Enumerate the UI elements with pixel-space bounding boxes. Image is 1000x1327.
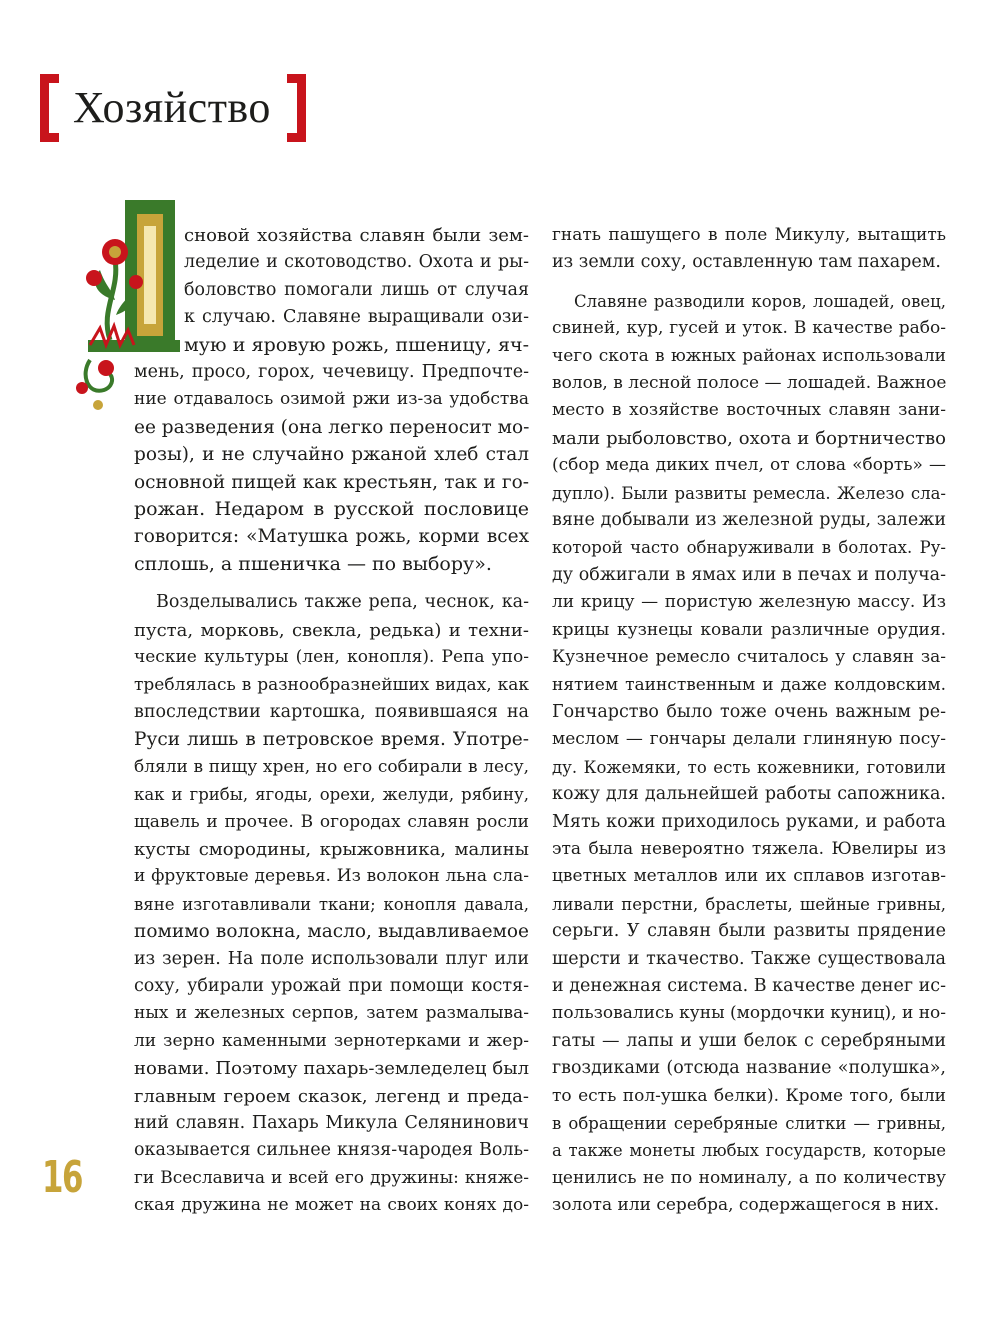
text-line: ее разведения (она легко переносит мо- bbox=[134, 416, 530, 438]
text-line: эта была невероятно тяжела. Ювелиры из bbox=[552, 838, 946, 859]
text-line: из зерен. На поле использовали плуг или bbox=[134, 948, 529, 969]
text-line: вяне добывали из железной руды, залежи bbox=[552, 510, 946, 531]
text-line: дупло). Были развиты ремесла. Железо сла- bbox=[552, 483, 946, 503]
text-line: нятием таинственным и даже колдовским. bbox=[552, 674, 946, 695]
section-heading bbox=[40, 78, 306, 138]
page-number: 16 bbox=[42, 1152, 83, 1203]
text-line: (сбор меда диких пчел, от слова «борть» — bbox=[552, 455, 946, 476]
text-line: вяне изготавливали ткани; конопля давала, bbox=[134, 894, 529, 914]
text-line: гнать пашущего в поле Микулу, вытащить bbox=[552, 225, 946, 245]
text-line: шерсти и ткачество. Также существовала bbox=[552, 948, 946, 969]
text-line: в обращении серебряные слитки — гривны, bbox=[552, 1114, 946, 1133]
text-line: пользовались куны (мордочки куниц), и но- bbox=[552, 1003, 947, 1024]
text-line: боловство помогали лишь от случая bbox=[184, 279, 529, 300]
text-line: леделие и скотоводство. Охота и ры- bbox=[184, 252, 529, 273]
text-line: соху, убирали урожай при помощи костя- bbox=[134, 975, 529, 996]
text-line: основной пищей как крестьян, так и го- bbox=[134, 471, 529, 493]
text-line: новами. Поэтому пахарь-земледелец был bbox=[134, 1058, 529, 1080]
text-line: Руси лишь в петровское время. Употре- bbox=[134, 729, 529, 751]
text-line: кусты смородины, крыжовника, малины bbox=[134, 838, 529, 860]
left-text-column bbox=[134, 222, 530, 1220]
text-line: щавель и прочее. В огородах славян росли bbox=[134, 811, 529, 832]
text-line: пуста, морковь, свекла, редька) и техни- bbox=[134, 619, 529, 641]
left-bracket-ornament bbox=[40, 74, 59, 142]
text-line: и денежная система. В качестве денег ис- bbox=[552, 975, 946, 996]
text-line: серьги. У славян были развиты прядение bbox=[552, 921, 946, 942]
text-line: кожу для дальнейшей работы сапожника. bbox=[552, 784, 946, 805]
text-line: мую и яровую рожь, пшеницу, яч- bbox=[184, 333, 529, 356]
text-line: Возделывались также репа, чеснок, ка- bbox=[156, 592, 529, 613]
text-line: из земли соху, оставленную там пахарем. bbox=[552, 252, 941, 273]
text-line: главным героем сказок, легенд и преда- bbox=[134, 1085, 529, 1107]
text-line: оказывается сильнее князя-чародея Воль- bbox=[134, 1140, 529, 1161]
text-line: помимо волокна, масло, выдавливаемое bbox=[134, 921, 529, 943]
text-line: меслом — гончары делали глиняную посу- bbox=[552, 729, 946, 750]
text-line: бляли в пищу хрен, но его собирали в лесу, bbox=[134, 756, 529, 777]
text-line: мень, просо, горох, чечевицу. Предпочте- bbox=[134, 362, 529, 383]
text-line: ческие культуры (лен, конопля). Репа упо- bbox=[134, 647, 529, 668]
text-line: золота или серебра, содержащегося в них. bbox=[552, 1195, 940, 1216]
text-line: место в хозяйстве восточных славян зани- bbox=[552, 400, 946, 421]
text-line: чего скота в южных районах использовали bbox=[552, 345, 946, 366]
text-line: ги Всеславича и всей его дружины: княже- bbox=[134, 1167, 529, 1188]
text-line: гвоздиками (отсюда название «полушка», bbox=[552, 1058, 946, 1079]
text-line: Гончарство было тоже очень важным ре- bbox=[552, 701, 946, 722]
text-line: ценились не по номиналу, а по количеству bbox=[552, 1167, 946, 1188]
text-line: которой часто обнаруживали в болотах. Ру- bbox=[552, 538, 946, 558]
text-line: впоследствии картошка, появившаяся на bbox=[134, 701, 529, 722]
text-line: то есть пол-ушка белки). Кроме того, были bbox=[552, 1085, 946, 1106]
text-line: ний славян. Пахарь Микула Селянинович bbox=[134, 1113, 529, 1133]
text-line: цветных металлов или их сплавов изготав- bbox=[552, 866, 946, 887]
text-line: рожан. Недаром в русской пословице bbox=[134, 498, 529, 521]
text-line: как и грибы, ягоды, орехи, желуди, рябину, bbox=[134, 785, 529, 805]
text-line: ние отдавалось озимой ржи из-за удобства bbox=[134, 389, 529, 410]
right-bracket-ornament bbox=[287, 74, 306, 142]
text-line: волов, в лесной полосе — лошадей. Важное bbox=[552, 373, 947, 394]
text-line: крицы кузнецы ковали различные орудия. bbox=[552, 619, 946, 640]
text-line: Славяне разводили коров, лошадей, овец, bbox=[574, 291, 946, 311]
text-line: ская дружина не может на своих конях до- bbox=[134, 1195, 529, 1216]
text-line: ливали перстни, браслеты, шейные гривны, bbox=[552, 894, 946, 914]
text-line: сплошь, а пшеничка — по выбору». bbox=[134, 552, 492, 575]
text-line: свиней, кур, гусей и уток. В качестве рабо- bbox=[552, 318, 946, 339]
text-line: ных и железных серпов, затем размалыва- bbox=[134, 1003, 529, 1024]
text-line: сновой хозяйства славян были зем- bbox=[184, 225, 529, 246]
text-line: ду. Кожемяки, то есть кожевники, готовили bbox=[552, 757, 946, 777]
text-line: гаты — лапы и уши белок с серебряными bbox=[552, 1030, 946, 1051]
text-line: ли зерно каменными зернотерками и жер- bbox=[134, 1030, 529, 1051]
text-line: Кузнечное ремесло считалось у славян за- bbox=[552, 647, 946, 668]
text-line: говорится: «Матушка рожь, корми всех bbox=[134, 526, 529, 548]
text-line: и фруктовые деревья. Из волокон льна сла- bbox=[134, 866, 529, 887]
text-line: розы), и не случайно ржаной хлеб стал bbox=[134, 444, 529, 466]
text-line: а также монеты любых государств, которые bbox=[552, 1141, 946, 1161]
text-line: ли крицу — пористую железную массу. Из bbox=[552, 592, 946, 613]
text-line: Мять кожи приходилось руками, и работа bbox=[552, 811, 946, 832]
text-line: к случаю. Славяне выращивали ози- bbox=[184, 307, 529, 328]
text-line: мали рыболовство, охота и бортничество bbox=[552, 427, 946, 449]
page-title: Хозяйство bbox=[73, 83, 271, 132]
text-line: треблялась в разнообразнейших видах, как bbox=[134, 674, 529, 695]
text-line: ду обжигали в ямах или в печах и получа- bbox=[552, 564, 946, 585]
right-text-column bbox=[552, 222, 946, 1220]
